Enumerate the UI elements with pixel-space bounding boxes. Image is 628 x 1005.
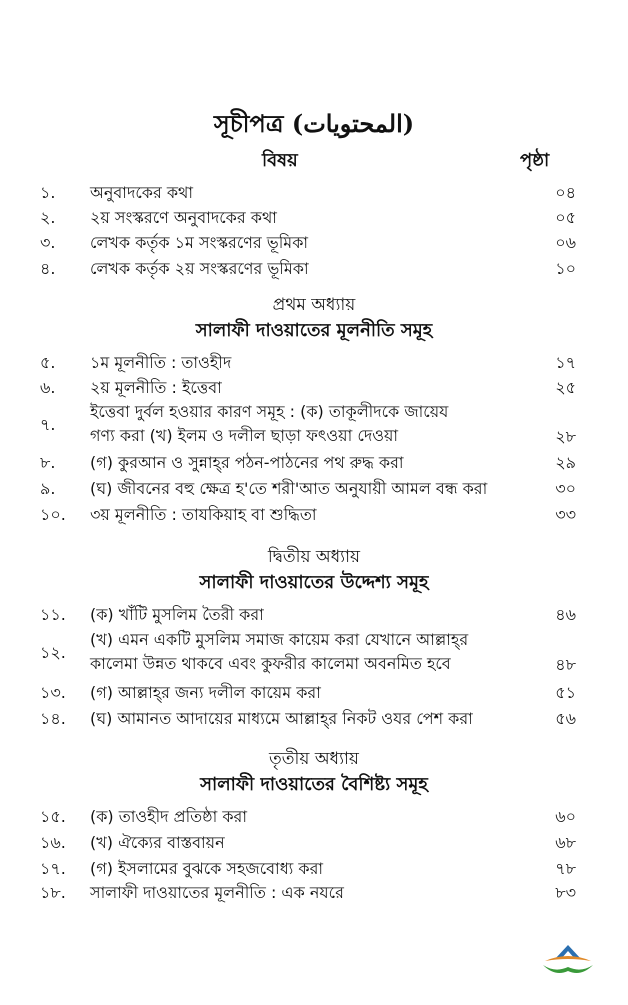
- entry-text: (ঘ) জীবনের বহু ক্ষেত্র হ'তে শরী'আত অনুযায়ী আমল বন্ধ করা: [90, 479, 488, 498]
- entry-number: ৭.: [40, 415, 56, 434]
- chapter-heading: [0, 294, 628, 342]
- entry-number: ৬.: [40, 378, 56, 397]
- entry-page: ২৮: [555, 427, 576, 446]
- entry-page: ৫৬: [555, 709, 576, 728]
- entry-page: ১৭: [555, 353, 576, 372]
- entry-number: ১৭.: [40, 859, 66, 878]
- entry-page: ০৬: [555, 233, 576, 252]
- entry-text: ২য় মূলনীতি : ইত্তেবা: [90, 378, 222, 397]
- entry-page: ৫১: [555, 683, 576, 702]
- entry-number: ১৮.: [40, 883, 66, 902]
- entry-number: ৩.: [40, 233, 56, 252]
- entry-number: ৮.: [40, 453, 56, 472]
- entry-text: অনুবাদকের কথা: [90, 183, 194, 202]
- entry-text-line: কালেমা উন্নত থাকবে এবং কুফরীর কালেমা অবনমিত হবে: [90, 654, 451, 673]
- entry-text: (ক) তাওহীদ প্রতিষ্ঠা করা: [90, 807, 247, 826]
- page-column-header: পৃষ্ঠা: [520, 150, 550, 171]
- entry-number: ১৪.: [40, 709, 66, 728]
- chapter-subtitle: সালাফী দাওয়াতের উদ্দেশ্য সমূহ: [199, 572, 429, 593]
- entry-text-line: (খ) এমন একটি মুসলিম সমাজ কায়েম করা যেখানে আল্লাহ্‌র: [90, 630, 469, 649]
- entry-page: ০৪: [555, 183, 576, 202]
- entry-text: [90, 628, 468, 676]
- entry-page: ৩৩: [555, 505, 576, 524]
- entry-text: (গ) আল্লাহ্‌র জন্য দলীল কায়েম করা: [90, 683, 321, 702]
- page-title: সূচীপত্র (المحتويات): [213, 109, 415, 138]
- entry-page: ২৫: [555, 378, 576, 397]
- entry-text: সালাফী দাওয়াতের মূলনীতি : এক নযরে: [90, 883, 344, 902]
- entry-text: [90, 400, 448, 448]
- entry-text: (গ) কুরআন ও সুন্নাহ্‌র পঠন-পাঠনের পথ রুদ্ধ করা: [90, 453, 404, 472]
- entry-text: ২য় সংস্করণে অনুবাদকের কথা: [90, 208, 277, 227]
- entry-page: ৮৩: [555, 883, 576, 902]
- chapter-subtitle: সালাফী দাওয়াতের মূলনীতি সমূহ: [195, 320, 433, 341]
- entry-number: ১২.: [40, 643, 66, 662]
- entry-page: ০৫: [555, 208, 576, 227]
- chapter-heading: [0, 748, 628, 796]
- chapter-title: প্রথম অধ্যায়: [272, 295, 356, 315]
- entry-text: (ক) খাঁটি মুসলিম তৈরী করা: [90, 605, 264, 624]
- entry-number: ১০.: [40, 505, 66, 524]
- publisher-logo-icon: [541, 943, 595, 979]
- entry-page: ৬০: [555, 807, 576, 826]
- entry-text-line: ইত্তেবা দুর্বল হওয়ার কারণ সমূহ : (ক) তাকূলীদকে জায়েয: [90, 402, 449, 421]
- entry-page: ১০: [555, 259, 576, 278]
- entry-text: ৩য় মূলনীতি : তাযকিয়াহ বা শুদ্ধিতা: [90, 505, 317, 524]
- entry-number: ১৩.: [40, 683, 66, 702]
- entry-text-line: গণ্য করা (খ) ইলম ও দলীল ছাড়া ফৎওয়া দেওয়া: [90, 426, 399, 445]
- chapter-heading: [0, 546, 628, 594]
- chapter-title: দ্বিতীয় অধ্যায়: [267, 547, 361, 567]
- entry-page: ৩০: [555, 479, 576, 498]
- entry-text: (খ) ঐক্যের বাস্তবায়ন: [90, 833, 225, 852]
- entry-number: ১.: [40, 183, 56, 202]
- entry-number: ৯.: [40, 479, 56, 498]
- entry-number: ১৬.: [40, 833, 66, 852]
- entry-text: (ঘ) আমানত আদায়ের মাধ্যমে আল্লাহ্‌র নিকট ওযর পেশ করা: [90, 709, 473, 728]
- entry-page: ২৯: [555, 453, 576, 472]
- entry-number: ৪.: [40, 259, 56, 278]
- entry-number: ১১.: [40, 605, 66, 624]
- entry-page: ৪৮: [555, 655, 576, 674]
- chapter-subtitle: সালাফী দাওয়াতের বৈশিষ্ট্য সমূহ: [200, 774, 428, 795]
- chapter-title: তৃতীয় অধ্যায়: [269, 749, 359, 769]
- entry-text: ১ম মূলনীতি : তাওহীদ: [90, 353, 232, 372]
- entry-text: লেখক কর্তৃক ২য় সংস্করণের ভূমিকা: [90, 259, 309, 278]
- entry-page: ৬৮: [555, 833, 576, 852]
- entry-number: ২.: [40, 208, 56, 227]
- entry-number: ৫.: [40, 353, 56, 372]
- entry-page: ৪৬: [555, 605, 576, 624]
- subject-column-header: বিষয়: [262, 150, 298, 171]
- entry-text: লেখক কর্তৃক ১ম সংস্করণের ভূমিকা: [90, 233, 309, 252]
- entry-number: ১৫.: [40, 807, 66, 826]
- entry-text: (গ) ইসলামের বুঝকে সহজবোধ্য করা: [90, 859, 324, 878]
- entry-page: ৭৮: [555, 859, 576, 878]
